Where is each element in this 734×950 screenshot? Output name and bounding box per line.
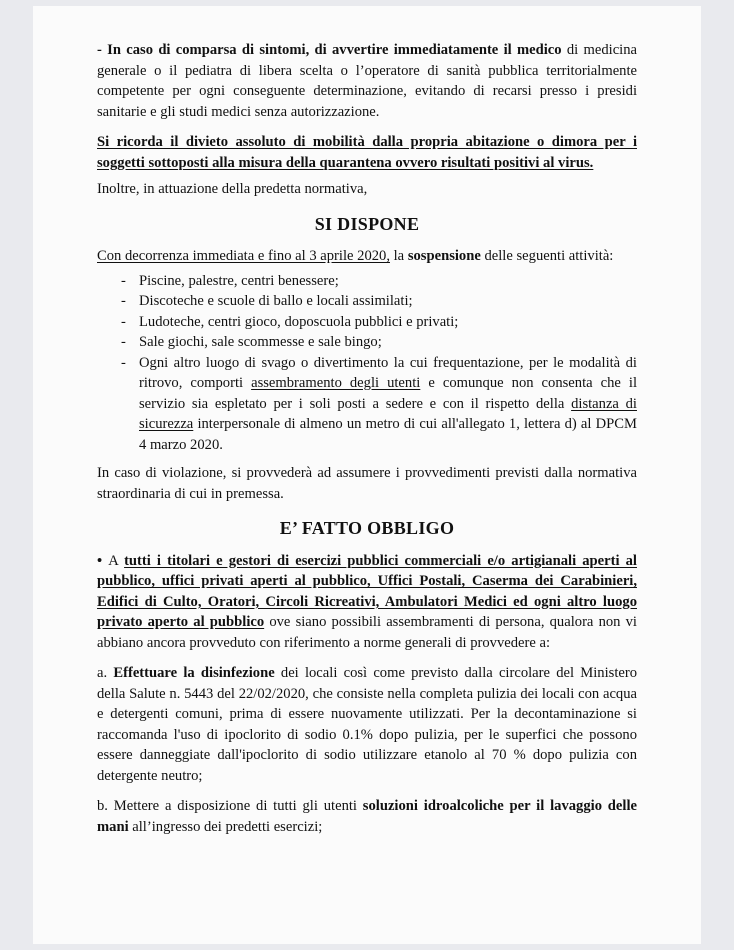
item-b-paragraph bbox=[97, 796, 637, 837]
dispone-mid: la bbox=[389, 248, 408, 264]
inoltre-paragraph: Inoltre, in attuazione della predetta normativa, bbox=[97, 181, 368, 197]
dispone-paragraph bbox=[97, 246, 637, 267]
item-a-paragraph bbox=[97, 663, 637, 786]
obbligo-to: A bbox=[108, 552, 125, 569]
dispone-rest: delle seguenti attività: bbox=[480, 248, 614, 264]
item-b-bold: soluzioni idroalcoliche per il lavaggio delle mani bbox=[97, 798, 637, 835]
intro-rest: di medicina generale o il pediatra di libera scelta o l’operatore di sanità pubblica territorialmente competente per ogni conseguente determinazione, evitando di recarsi presso i presidi sanitarie e gli studi medici senza autorizzazione. bbox=[97, 42, 638, 120]
list-item: - Sale giochi, sale scommesse e sale bingo; bbox=[121, 332, 637, 353]
item-b-lead: b. Mettere a disposizione di tutti gli utenti bbox=[97, 798, 363, 814]
activities-list bbox=[97, 271, 637, 456]
reminder-text: Si ricorda il divieto assoluto di mobilità dalla propria abitazione o dimora per i soggetti sottoposti alla misura della quarantena ovvero risultati positivi al virus. bbox=[97, 134, 637, 171]
dispone-bold: sospensione bbox=[407, 248, 481, 264]
item-a-label: a. bbox=[97, 665, 114, 681]
activity5-part1: Ogni altro luogo di svago o divertimento la cui frequentazione, per le modalità di ritrovo, comporti bbox=[139, 354, 637, 391]
violation-paragraph: In caso di violazione, si provvederà ad assumere i provvedimenti previsti dalla normativa straordinaria di cui in premessa. bbox=[97, 465, 637, 502]
list-item bbox=[121, 353, 637, 456]
intro-paragraph bbox=[97, 40, 637, 122]
activity5-underline1: assembramento degli utenti bbox=[251, 375, 421, 391]
intro-bold-lead: In caso di comparsa di sintomi, di avvertire immediatamente il medico bbox=[107, 42, 562, 58]
list-item: - Ludoteche, centri gioco, doposcuola pubblici e privati; bbox=[121, 312, 637, 333]
activity5-underline2: distanza di sicurezza bbox=[139, 395, 637, 432]
obbligo-recipients: tutti i titolari e gestori di esercizi pubblici commerciali e/o artigianali aperti al pubblico, uffici privati aperti al pubblico, Uffici Postali, Caserma dei Carabinieri, Edifici di Culto, Oratori, Circoli Ricreativi, Ambulatori Medici ed ogni altro luogo privato aperto al pubblico bbox=[97, 552, 637, 630]
heading-fatto-obbligo: E’ FATTO OBBLIGO bbox=[279, 518, 455, 538]
item-a-bold: Effettuare la disinfezione bbox=[113, 665, 275, 681]
intro-dash: - bbox=[97, 42, 108, 58]
list-item: - Discoteche e scuole di ballo e locali assimilati; bbox=[121, 291, 637, 312]
document-page bbox=[33, 6, 701, 944]
obbligo-rest: ove siano possibili assembramenti di persona, qualora non vi abbiano ancora provveduto con riferimento a norme generali di provvedere a: bbox=[97, 614, 637, 651]
reminder-paragraph bbox=[97, 132, 637, 173]
bullet-icon: • bbox=[97, 552, 109, 569]
obbligo-paragraph bbox=[97, 551, 637, 654]
list-item: - Piscine, palestre, centri benessere; bbox=[121, 271, 637, 292]
item-a-rest: dei locali così come previsto dalla circolare del Ministero della Salute n. 5443 del 22/02/2020, che consiste nella completa pulizia dei locali con acqua e detergenti comuni, prima di essere nuovamente utilizzati. Per la decontaminazione si raccomanda l'uso di ipoclorito di sodio 0.1% dopo pulizia, per le superfici che possono essere danneggiate dall'ipoclorito di sodio utilizzare etanolo al 70 % dopo pulizia con detergente neutro; bbox=[97, 665, 638, 784]
dispone-date-text: Con decorrenza immediata e fino al 3 aprile 2020, bbox=[97, 248, 390, 264]
activity5-part2: e comunque non consenta che il servizio sia espletato per i soli posti a sedere e con il rispetto della bbox=[139, 375, 637, 412]
activity5-part3: interpersonale di almeno un metro di cui all'allegato 1, lettera d) al DPCM 4 marzo 2020. bbox=[139, 416, 637, 453]
heading-si-dispone: SI DISPONE bbox=[314, 213, 420, 234]
item-b-rest: all’ingresso dei predetti esercizi; bbox=[128, 818, 323, 835]
